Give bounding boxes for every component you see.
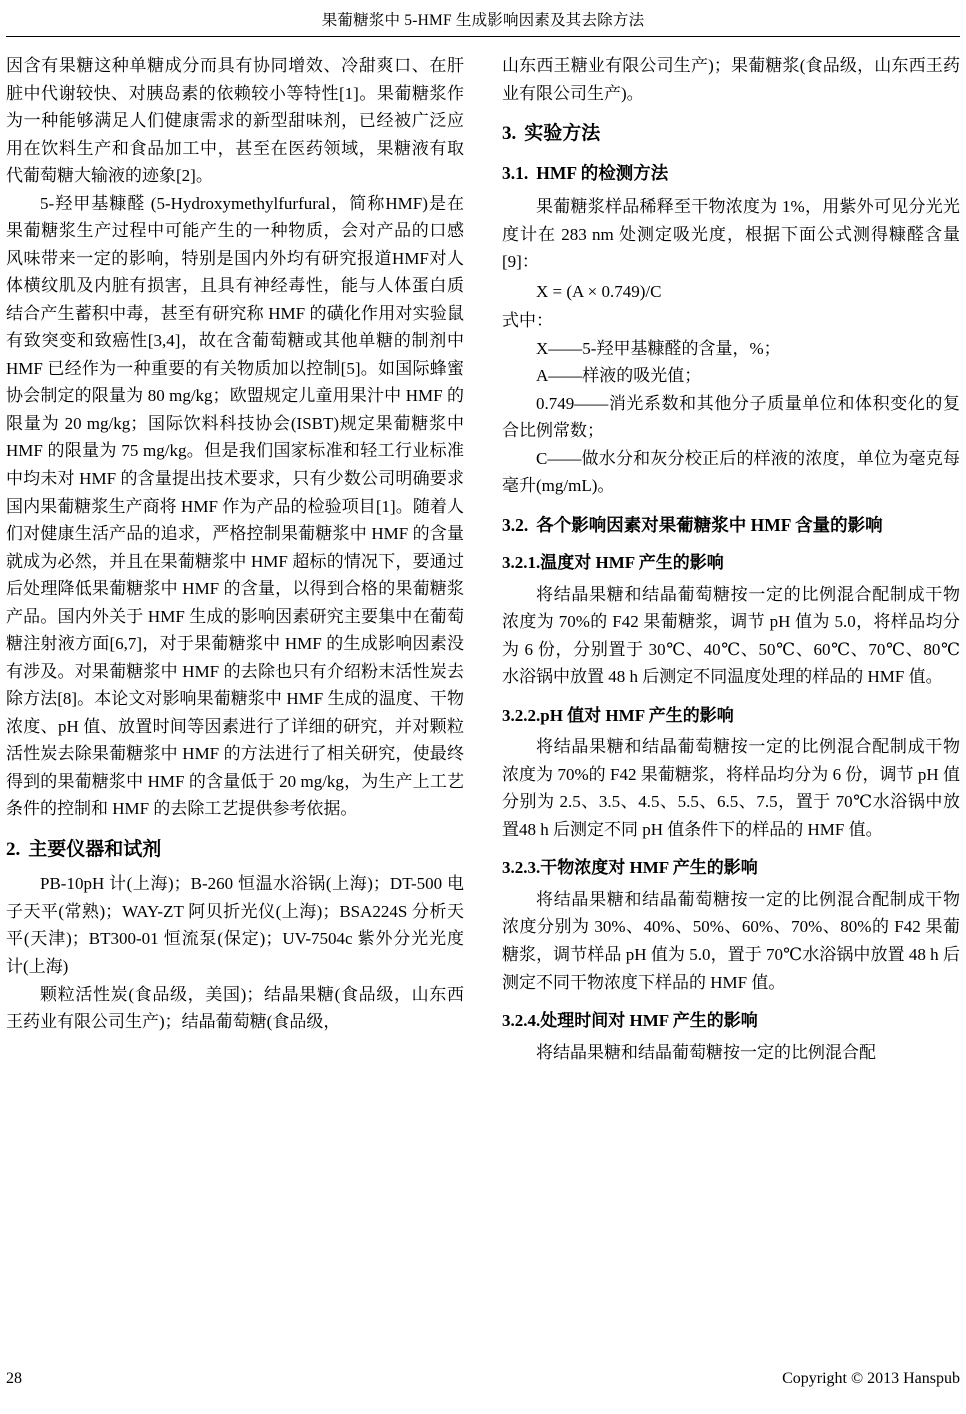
two-column-body <box>6 52 960 1332</box>
section-number: 3. <box>502 123 517 145</box>
section-title: 各个影响因素对果葡糖浆中 HMF 含量的影响 <box>536 514 883 535</box>
paragraph: 将结晶果糖和结晶葡萄糖按一定的比例混合配 <box>536 1042 876 1062</box>
section-title: 干物浓度对 HMF 产生的影响 <box>540 858 758 878</box>
section-number: 3.2. <box>502 514 529 535</box>
paragraph: 5-羟甲基糠醛 (5-Hydroxymethylfurfural，简称HMF)是在果葡糖浆生产过程中可能产生的一种物质，会对产品的口感风味带来一定的影响，特别是国内外均有研究报道HMF对人体横纹肌及内脏有损害，且具有神经毒性，能与人体蛋白质结合产生蓄积中毒，甚至有研究称 HMF 的磺化作用对实验鼠有致突变和致癌性[3,4]，故在含葡萄糖或其他单糖的制剂中HMF 已经作为一种重要的有关物质加以控制[5]。如国际蜂蜜协会制定的限量为 80 mg/kg；欧盟规定儿童用果汁中 HMF 的限量为 20 mg/kg；国际饮料科技协会(ISBT)规定果葡糖浆中 HMF 的限量为 75 mg/kg。但是我们国家标准和轻工行业标准中均未对 HMF 的含量提出技术要求，只有少数公司明确要求国内果葡糖浆生产商将 HMF 作为产品的检验项目[1]。随着人们对健康生活产品的追求，严格控制果葡糖浆中 HMF 的含量就成为必然，并且在果葡糖浆中 HMF 超标的情况下，要通过后处理降低果葡糖浆中 HMF 的含量，以得到合格的果葡糖浆产品。国内外关于 HMF 生成的影响因素研究主要集中在葡萄糖注射液方面[6,7]，对于果葡糖浆中 HMF 的生成影响因素没有涉及。对果葡糖浆中 HMF 的去除也只有介绍粉末活性炭去除方法[8]。本论文对影响果葡糖浆中 HMF 生成的温度、干物浓度、pH 值、放置时间等因素进行了详细的研究，并对颗粒活性炭去除果葡糖浆中 HMF 的方法进行了相关研究，使最终得到的果葡糖浆中 HMF 的含量低于 20 mg/kg，为生产上工艺条件的控制和 HMF 的去除工艺提供参考依据。 <box>6 193 464 819</box>
section-title: 处理时间对 HMF 产生的影响 <box>540 1011 758 1031</box>
running-head: 果葡糖浆中 5-HMF 生成影响因素及其去除方法 <box>321 12 645 29</box>
paragraph: 颗粒活性炭(食品级，美国)；结晶果糖(食品级，山东西王药业有限公司生产)；结晶葡萄糖(食品级， <box>6 984 464 1032</box>
section-number: 3.1. <box>502 162 529 183</box>
page-number: 28 <box>6 1370 22 1387</box>
section-number: 3.2.2. <box>502 705 541 725</box>
definition-c: C——做水分和灰分校正后的样液的浓度，单位为毫克每毫升(mg/mL)。 <box>502 448 960 496</box>
paragraph: 将结晶果糖和结晶葡萄糖按一定的比例混合配制成干物浓度为 70%的 F42 果葡糖浆，调节 pH 值为 5.0，将样品均分为 6 份，分别置于 30℃、40℃、50℃、60℃、70℃、80℃水浴锅中放置 48 h 后测定不同温度处理的样品的 HMF 值。 <box>502 584 960 687</box>
page-footer <box>6 1370 960 1388</box>
left-column <box>6 52 464 1332</box>
copyright-notice: Copyright © 2013 Hanspub <box>782 1370 960 1387</box>
section-number: 3.2.3. <box>502 858 541 878</box>
paragraph: 山东西王糖业有限公司生产)；果葡糖浆(食品级，山东西王药业有限公司生产)。 <box>502 56 960 103</box>
definition-coefficient: 0.749——消光系数和其他分子质量单位和体积变化的复合比例常数； <box>502 393 960 441</box>
section-heading-2 <box>6 836 464 864</box>
section-heading-3-2-2 <box>502 703 960 729</box>
section-heading-3-2-1 <box>502 550 960 576</box>
formula-intro: 式中： <box>502 311 553 331</box>
section-heading-3-1 <box>502 161 960 186</box>
definition-x: X——5-羟甲基糠醛的含量，%； <box>536 338 781 358</box>
section-title: 实验方法 <box>524 123 601 145</box>
section-heading-3-2-4 <box>502 1008 960 1034</box>
section-title: 温度对 HMF 产生的影响 <box>540 553 724 573</box>
section-heading-3 <box>502 120 960 148</box>
section-title: pH 值对 HMF 产生的影响 <box>540 705 734 725</box>
header-divider <box>6 36 960 37</box>
section-number: 3.2.1. <box>502 553 541 573</box>
section-title: 主要仪器和试剂 <box>28 838 162 860</box>
paragraph: 因含有果糖这种单糖成分而具有协同增效、冷甜爽口、在肝脏中代谢较快、对胰岛素的依赖较小等特性[1]。果葡糖浆作为一种能够满足人们健康需求的新型甜味剂，已经被广泛应用在饮料生产和食品加工中，甚至在医药领域，果糖液有取代葡萄糖大输液的迹象[2]。 <box>6 56 464 186</box>
section-number: 3.2.4. <box>502 1011 541 1031</box>
paragraph: 将结晶果糖和结晶葡萄糖按一定的比例混合配制成干物浓度为 70%的 F42 果葡糖浆，将样品均分为 6 份，调节 pH 值分别为 2.5、3.5、4.5、5.5、6.5、7.5，置于 70℃水浴锅中放置48 h 后测定不同 pH 值条件下的样品的 HMF 值。 <box>502 737 960 839</box>
paragraph: 将结晶果糖和结晶葡萄糖按一定的比例混合配制成干物浓度分别为 30%、40%、50%、60%、70%、80%的 F42 果葡糖浆，调节样品 pH 值为 5.0，置于 70℃水浴锅中放置 48 h 后测定不同干物浓度下样品的 HMF 值。 <box>502 889 960 992</box>
paragraph: PB-10pH 计(上海)；B-260 恒温水浴锅(上海)；DT-500 电子天平(常熟)；WAY-ZT 阿贝折光仪(上海)；BSA224S 分析天平(天津)；BT300-01 恒流泵(保定)；UV-7504c 紫外分光光度计(上海) <box>6 874 464 977</box>
section-heading-3-2 <box>502 513 960 538</box>
formula: X = (A × 0.749)/C <box>536 281 662 301</box>
right-column <box>502 52 960 1332</box>
section-heading-3-2-3 <box>502 855 960 881</box>
section-number: 2. <box>6 838 21 860</box>
definition-a: A——样液的吸光值； <box>536 366 702 386</box>
section-title: HMF 的检测方法 <box>536 162 669 183</box>
paragraph: 果葡糖浆样品稀释至干物浓度为 1%，用紫外可见分光光度计在 283 nm 处测定吸光度，根据下面公式测得糠醛含量[9]： <box>502 196 960 272</box>
